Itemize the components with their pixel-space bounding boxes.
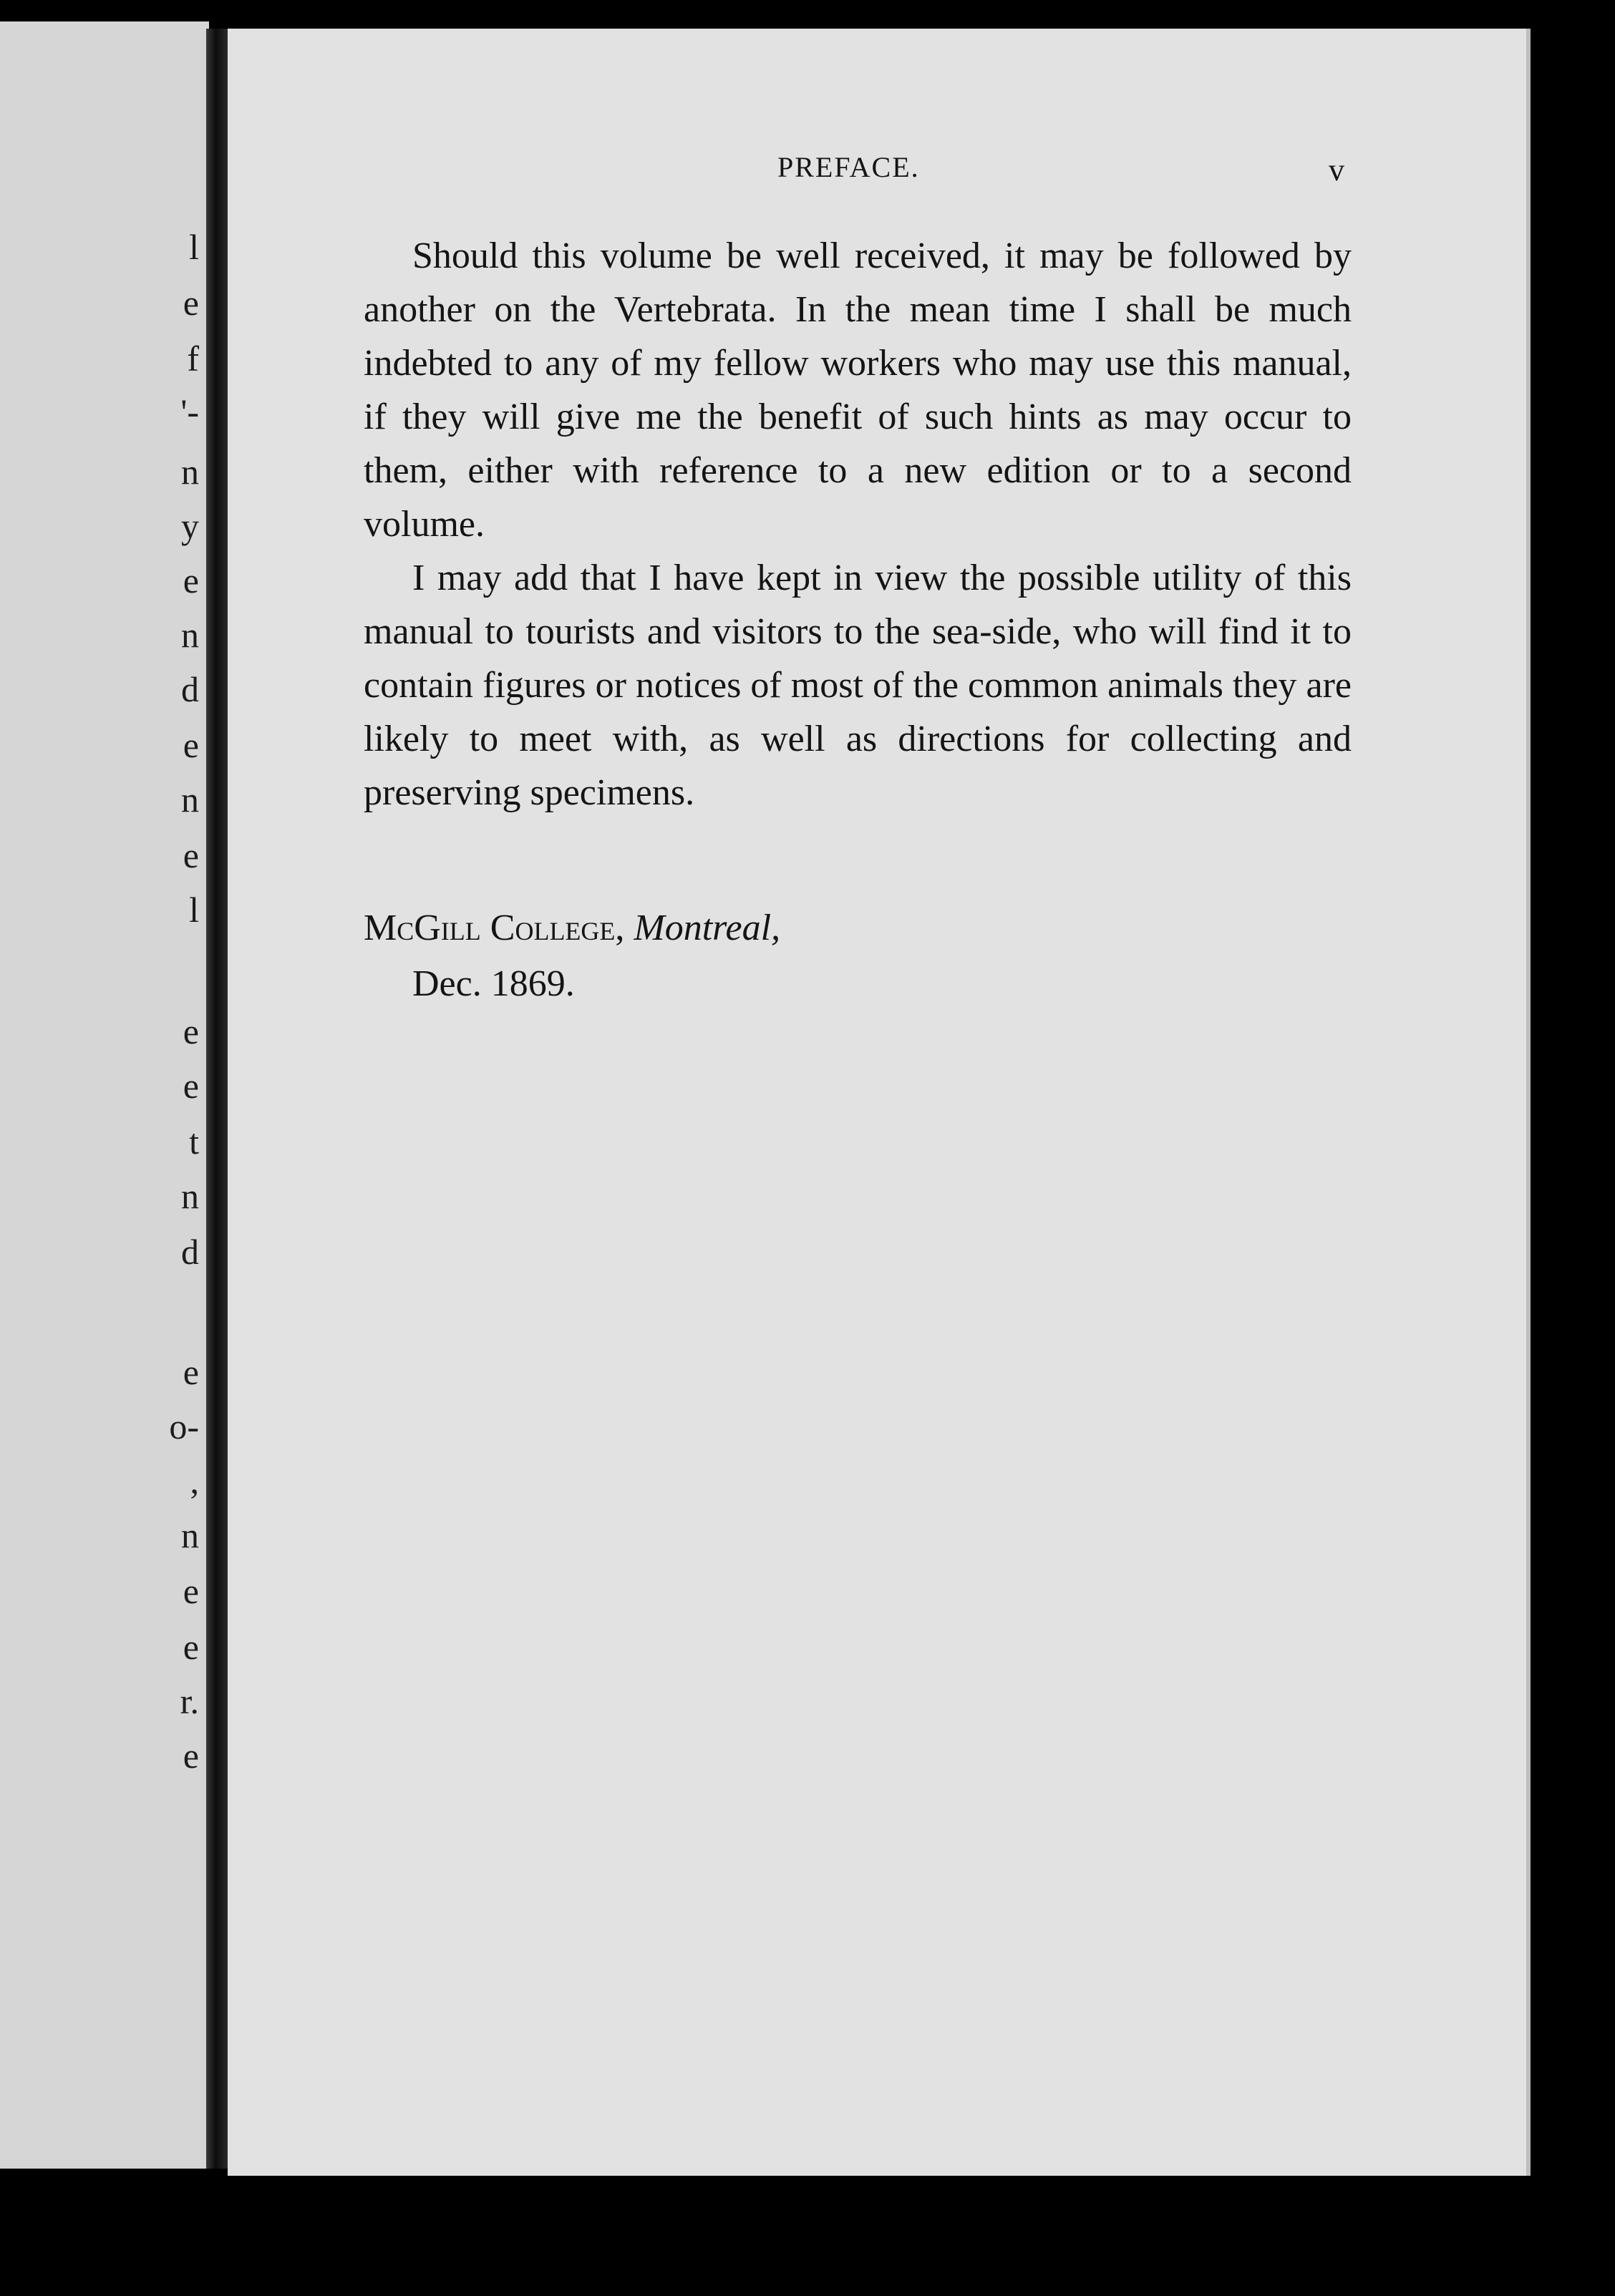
preface-page xyxy=(228,29,1531,2176)
line-fragment: '- xyxy=(180,391,199,432)
running-head: PREFACE. xyxy=(777,151,920,183)
line-fragment: n xyxy=(181,1176,199,1216)
line-fragment: e xyxy=(183,1011,199,1051)
line-fragment: d xyxy=(181,1232,199,1272)
paragraph: Should this volume be well received, it may be followed by another on the Vertebrata. In the mean time I shall be much indebted to any of my fellow workers who may use this manual, if they will give me the benefit of such hints as may occur to them, either with reference to a new edition or to a second volume. xyxy=(364,235,1352,545)
paragraph: I may add that I have kept in view the possible utility of this manual to tourists and visitors to the sea-side, who will find it to contain figures or notices of most of the common animals they are likely to meet with, as well as directions for collecting and preserving specimens. xyxy=(364,558,1352,813)
line-fragment: e xyxy=(183,1352,199,1392)
line-fragment: t xyxy=(189,1122,199,1162)
line-fragment: e xyxy=(183,1627,199,1667)
previous-page-line-endings xyxy=(135,21,199,2169)
line-fragment: e xyxy=(183,725,199,765)
preface-body xyxy=(364,229,1352,819)
signature-block xyxy=(364,900,780,1012)
line-fragment: l xyxy=(189,227,199,267)
college-name: McGill College, xyxy=(364,908,625,948)
line-fragment: e xyxy=(183,283,199,323)
city-name: Montreal, xyxy=(634,908,781,948)
line-fragment: n xyxy=(181,452,199,492)
line-fragment: e xyxy=(183,1066,199,1106)
line-fragment: , xyxy=(190,1461,199,1501)
line-fragment: e xyxy=(183,1571,199,1611)
line-fragment: y xyxy=(181,506,199,546)
line-fragment: n xyxy=(181,779,199,819)
line-fragment: f xyxy=(187,339,199,379)
page-number: v xyxy=(1329,152,1344,188)
line-fragment: r. xyxy=(180,1681,199,1721)
line-fragment: o- xyxy=(169,1406,199,1446)
line-fragment: e xyxy=(183,1736,199,1776)
line-fragment: l xyxy=(189,890,199,930)
previous-page-edge xyxy=(0,21,209,2169)
signature-place xyxy=(364,900,780,956)
line-fragment: e xyxy=(183,835,199,875)
line-fragment: d xyxy=(181,669,199,709)
line-fragment: e xyxy=(183,560,199,600)
signature-date: Dec. 1869. xyxy=(412,963,575,1004)
line-fragment: n xyxy=(181,615,199,655)
book-gutter xyxy=(206,29,228,2169)
line-fragment: n xyxy=(181,1515,199,1555)
